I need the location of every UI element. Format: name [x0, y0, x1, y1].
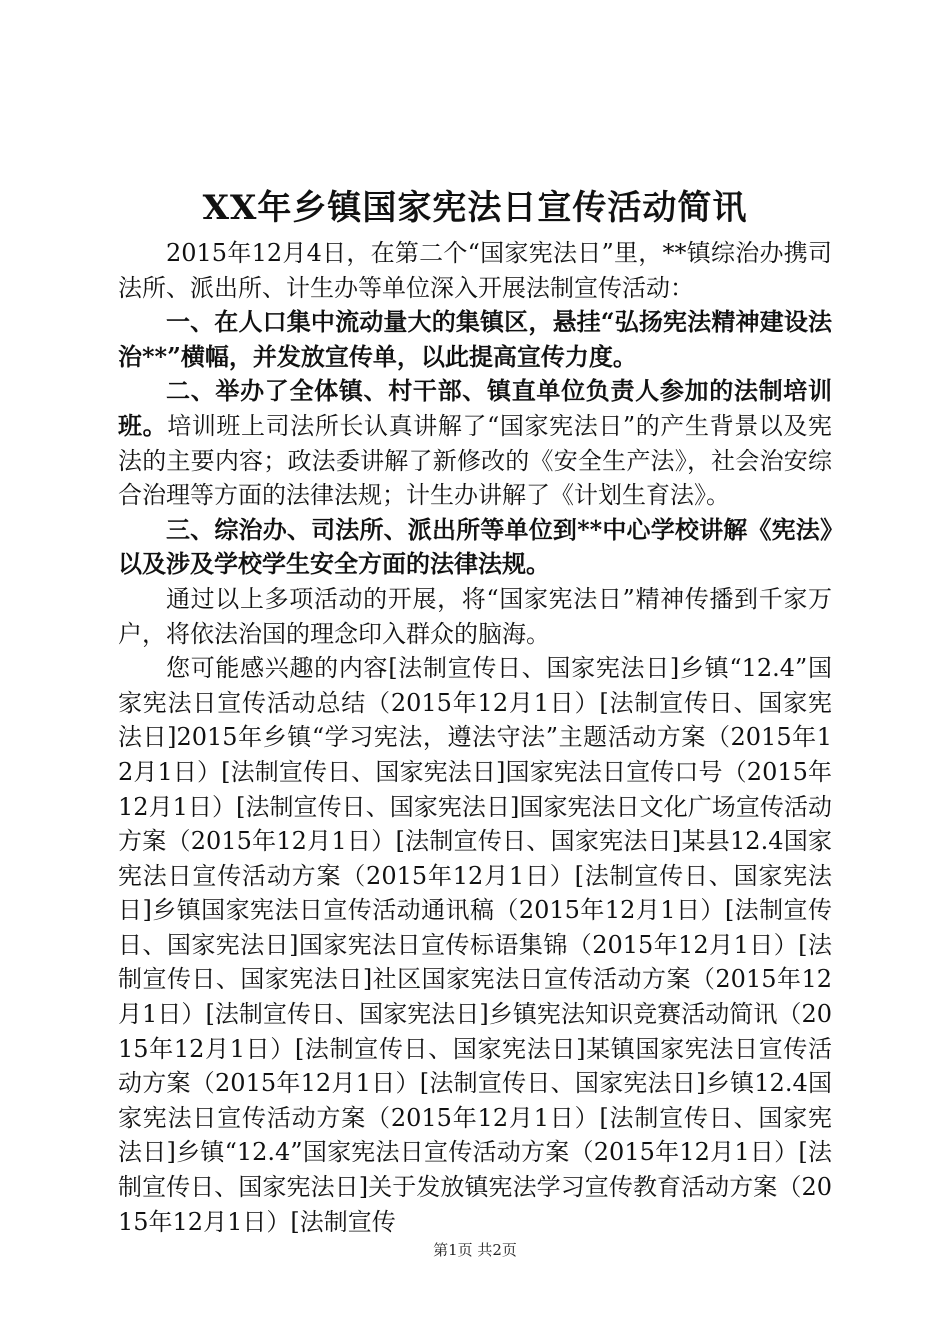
paragraph-conclusion: 通过以上多项活动的开展，将“国家宪法日”精神传播到千家万户，将依法治国的理念印入群众的脑海。	[118, 584, 832, 648]
paragraph-item-three: 三、综治办、司法所、派出所等单位到**中心学校讲解《宪法》以及涉及学校学生安全方面的法律法规。	[118, 514, 832, 579]
page-number-footer: 第1页 共2页	[433, 1241, 517, 1259]
paragraph-intro: 2015年12月4日，在第二个“国家宪法日”里，**镇综治办携司法所、派出所、计生办等单位深入开展法制宣传活动：	[118, 239, 832, 302]
paragraph-item-two	[118, 374, 832, 512]
paragraph-item-one: 一、在人口集中流动量大的集镇区，悬挂“弘扬宪法精神建设法治**”横幅，并发放宣传单，以此提高宣传力度。	[118, 307, 832, 371]
paragraph-related-content: 您可能感兴趣的内容[法制宣传日、国家宪法日]乡镇“12.4”国家宪法日宣传活动总结（2015年12月1日）[法制宣传日、国家宪法日]2015年乡镇“学习宪法，遵法守法”主题活动方案（2015年12月1日）[法制宣传日、国家宪法日]国家宪法日宣传口号（2015年12月1日）[法制宣传日、国家宪法日]国家宪法日文化广场宣传活动方案（2015年12月1日）[法制宣传日、国家宪法日]某县12.4国家宪法日宣传活动方案（2015年12月1日）[法制宣传日、国家宪法日]乡镇国家宪法日宣传活动通讯稿（2015年12月1日）[法制宣传日、国家宪法日]国家宪法日宣传标语集锦（2015年12月1日）[法制宣传日、国家宪法日]社区国家宪法日宣传活动方案（2015年12月1日）[法制宣传日、国家宪法日]乡镇宪法知识竞赛活动简讯（2015年12月1日）[法制宣传日、国家宪法日]某镇国家宪法日宣传活动方案（2015年12月1日）[法制宣传日、国家宪法日]乡镇12.4国家宪法日宣传活动方案（2015年12月1日）[法制宣传日、国家宪法日]乡镇“12.4”国家宪法日宣传活动方案（2015年12月1日）[法制宣传日、国家宪法日]关于发放镇宪法学习宣传教育活动方案（2015年12月1日）[法制宣传	[118, 654, 832, 1236]
page-title: XX年乡镇国家宪法日宣传活动简讯	[202, 188, 748, 228]
paragraph-item-two-body: 培训班上司法所长认真讲解了“国家宪法日”的产生背景以及宪法的主要内容；政法委讲解了新修改的《安全生产法》，社会治安综合治理等方面的法律法规；计生办讲解了《计划生育法》。	[118, 411, 833, 510]
paragraph-item-two-lead: 二、举办了全体镇、村干部、镇直单位负责人参加的法制培训班。	[118, 376, 832, 440]
document-body	[118, 236, 832, 1239]
